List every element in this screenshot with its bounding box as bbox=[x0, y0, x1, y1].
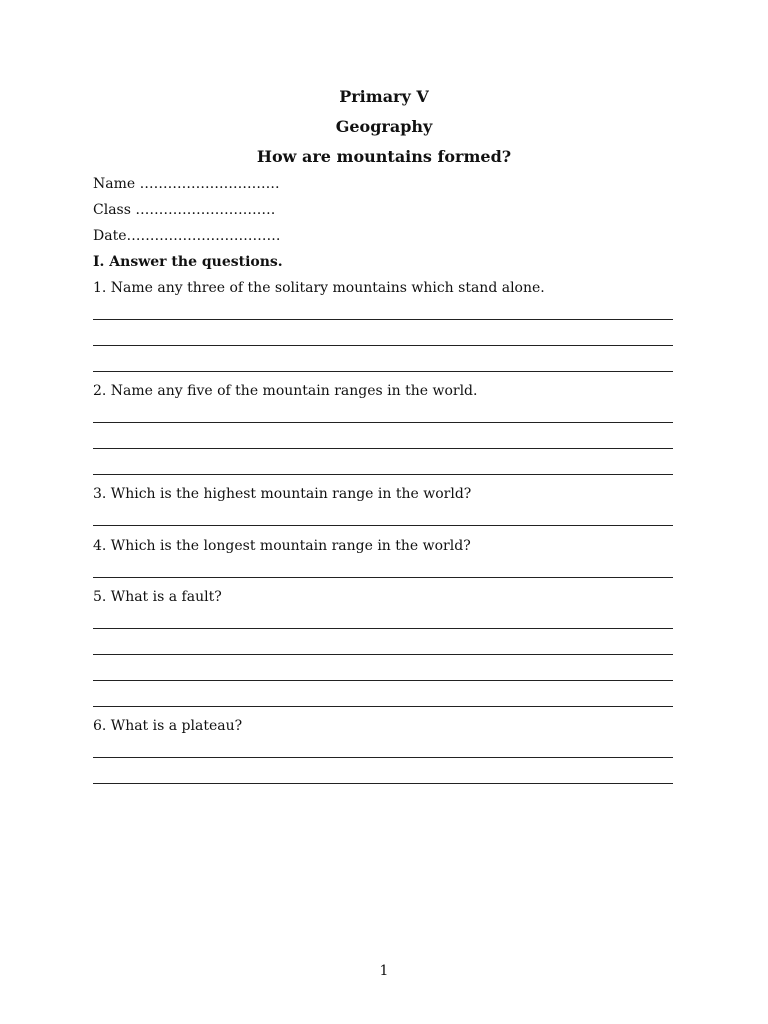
subject-heading: Geography bbox=[335, 117, 433, 136]
date-field[interactable]: Date…………………………… bbox=[93, 228, 281, 244]
section-heading: I. Answer the questions. bbox=[93, 254, 283, 270]
question-6: 6. What is a plateau? bbox=[93, 718, 243, 734]
answer-line-3-1[interactable] bbox=[93, 525, 673, 526]
answer-line-1-3[interactable] bbox=[93, 371, 673, 372]
answer-line-1-1[interactable] bbox=[93, 319, 673, 320]
worksheet-title: How are mountains formed? bbox=[256, 147, 512, 166]
question-4: 4. Which is the longest mountain range in the world? bbox=[93, 538, 471, 554]
grade-heading: Primary V bbox=[339, 87, 429, 106]
page-number: 1 bbox=[379, 963, 389, 979]
answer-line-5-2[interactable] bbox=[93, 654, 673, 655]
answer-line-2-3[interactable] bbox=[93, 474, 673, 475]
answer-line-6-2[interactable] bbox=[93, 783, 673, 784]
answer-line-5-4[interactable] bbox=[93, 706, 673, 707]
name-field[interactable]: Name ………………………… bbox=[93, 176, 280, 192]
answer-line-5-3[interactable] bbox=[93, 680, 673, 681]
question-1: 1. Name any three of the solitary mountains which stand alone. bbox=[93, 280, 545, 296]
answer-line-1-2[interactable] bbox=[93, 345, 673, 346]
answer-line-4-1[interactable] bbox=[93, 577, 673, 578]
answer-line-2-1[interactable] bbox=[93, 422, 673, 423]
answer-line-6-1[interactable] bbox=[93, 757, 673, 758]
question-5: 5. What is a fault? bbox=[93, 589, 222, 605]
answer-line-2-2[interactable] bbox=[93, 448, 673, 449]
question-2: 2. Name any five of the mountain ranges in the world. bbox=[93, 383, 478, 399]
class-field[interactable]: Class ………………………… bbox=[93, 202, 276, 218]
question-3: 3. Which is the highest mountain range in the world? bbox=[93, 486, 472, 502]
answer-line-5-1[interactable] bbox=[93, 628, 673, 629]
